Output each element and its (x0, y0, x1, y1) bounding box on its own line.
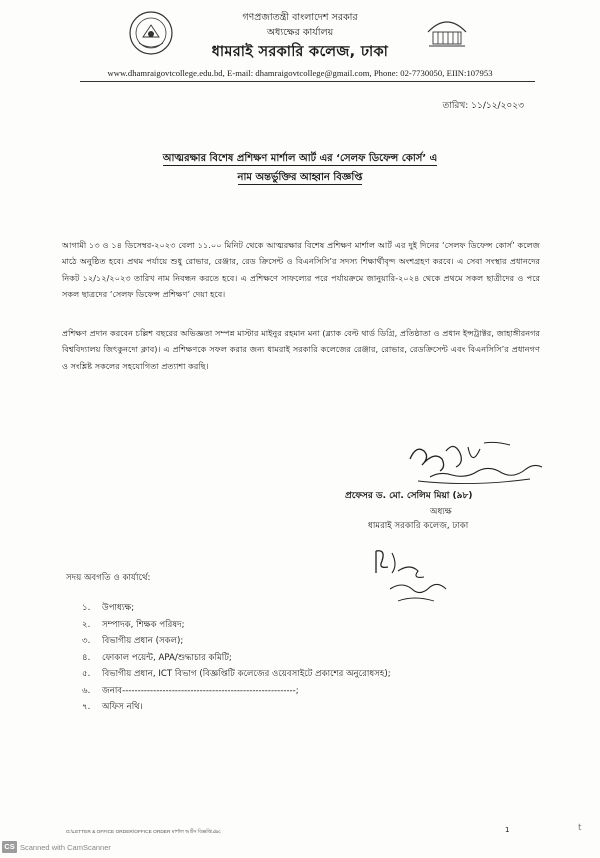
footer-page-number: 1 (505, 826, 510, 834)
distribution-heading: সদয় অবগতি ও কার্যার্থে: (66, 573, 151, 583)
list-item: ৪. ফোকাল পয়েন্ট, APA/শুদ্ধাচার কমিটি; (82, 652, 232, 663)
camscanner-watermark: Scanned with CamScanner (20, 843, 111, 852)
signer-name: প্রফেসর ড. মো. সেলিম মিয়া (৯৮) (345, 491, 473, 501)
government-line: গণপ্রজাতন্ত্রী বাংলাদেশ সরকার (242, 12, 358, 23)
signer-office: ধামরাই সরকারি কলেজ, ঢাকা (368, 521, 469, 531)
camscanner-logo-icon: CS (2, 841, 17, 853)
office-line: অধ্যক্ষের কার্যালয় (266, 27, 334, 38)
signer-designation: অধ্যক্ষ (430, 507, 452, 517)
footer-mark: t (578, 823, 582, 833)
list-item: ১. উপাধ্যক্ষ; (82, 603, 135, 613)
college-name: ধামরাই সরকারি কলেজ, ঢাকা (211, 44, 389, 60)
list-item: ৫. বিভাগীয় প্রধান, ICT বিভাগ (বিজ্ঞপ্তিটি কলেজের ওয়েবসাইটে প্রকাশের অনুরোধসহ); (82, 669, 391, 679)
letterhead-divider (80, 81, 535, 82)
list-item: ৬. জনাব--------------------------------------------------------; (82, 685, 299, 696)
body-paragraph-1: আগামী ১৩ ও ১৪ ডিসেম্বর-২০২৩ বেলা ১১.০০ মিনিট থেকে আত্মরক্ষার বিশেষ প্রশিক্ষণ মার্শাল আর্ট এর দুই দিনের ‘সেলফ ডিফেন্স কোর্স’ কলেজ মাঠে অনুষ্ঠিত হবে। প্রথম পর্যায়ে শুধু রোভার, রেঞ্জার, রেড ক্রিসেন্ট ও বিএনসিসি’র সদস্য শিক্ষার্থীবৃন্দ অংশগ্রহণ করবে। এ সেবা সংস্থার প্রধানদের নিকট ১২/১২/২০২৩ তারিখ নাম নিবন্ধন করতে হবে। এ প্রশিক্ষণে সাফল্যের পরে পর্যায়ক্রমে জানুয়ারি-২০২৪ থেকে প্রথমে সকল ছাত্রীদের ও পরে সকল ছাত্রদের ‘সেলফ ডিফেন্স প্রশিক্ষণ’ দেয়া হবে। (62, 240, 540, 300)
notice-title-line-2: নাম অন্তর্ভুক্তির আহ্বান বিজ্ঞপ্তি (237, 172, 363, 183)
distribution-list (82, 600, 391, 716)
list-item: ৭. অফিস নথি। (82, 702, 143, 712)
handwritten-initials (368, 543, 458, 607)
body-paragraph-2: প্রশিক্ষণ প্রদান করবেন চল্লিশ বছরের অভিজ্ঞতা সম্পন্ন মাস্টার মাইনুর রহমান মনা (ব্ল্যাক বেল্ট থার্ড ডিগ্রি, প্রতিষ্ঠাতা ও প্রধান ইন্সট্রাক্টর, জাহাঙ্গীরনগর বিশ্ববিদ্যালয় জিৎকুনদো ক্লাব)। এ প্রশিক্ষণকে সফল করার জন্য ধামরাই সরকারি কলেজের রেঞ্জার, রোভার, রেডক্রিসেন্ট এবং বিএনসিসি’র প্রধানগণ ও সংশ্লিষ্ট সকলের সহযোগিতা প্রত্যাশা করছি। (62, 328, 540, 371)
footer-file-path: G:\LETTER & OFFICE ORDER\OFFICE ORDER মার্শাল আর্টস বিজ্ঞপ্তি.doc (66, 830, 221, 835)
list-item: ৩. বিভাগীয় প্রধান (সকল); (82, 636, 184, 646)
notice-date: তারিখ: ১১/১২/২০২৩ (442, 101, 524, 111)
contact-line: www.dhamraigovtcollege.edu.bd, E-mail: dhamraigovtcollege@gmail.com, Phone: 02-7730050, EIIN:107953 (107, 68, 493, 78)
notice-title-line-1: আত্মরক্ষার বিশেষ প্রশিক্ষণ মার্শাল আর্ট এর ‘সেলফ ডিফেন্স কোর্স’ এ (162, 153, 438, 164)
list-item: ২. সম্পাদক, শিক্ষক পরিষদ; (82, 619, 185, 630)
